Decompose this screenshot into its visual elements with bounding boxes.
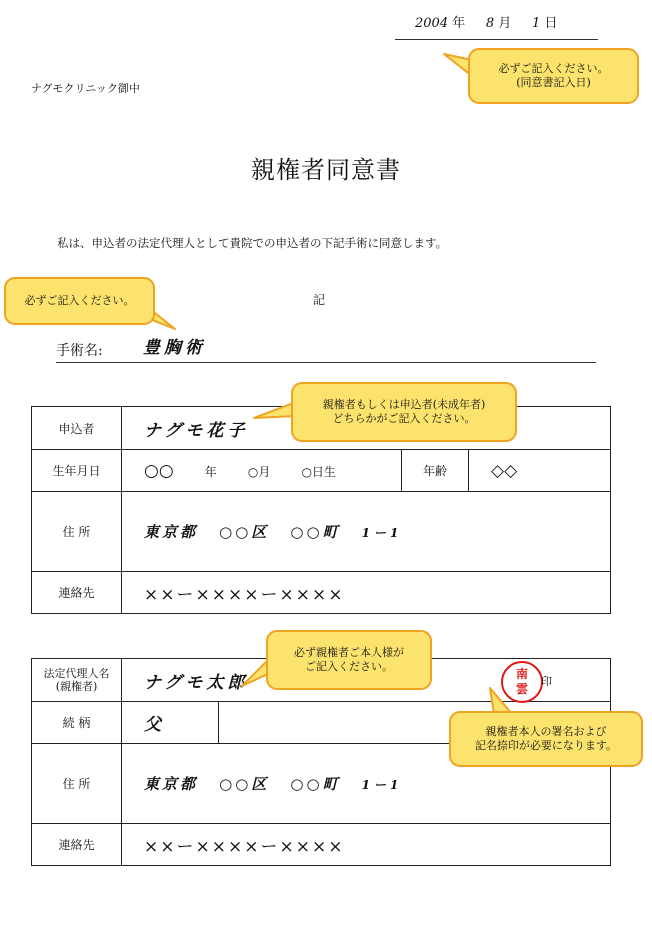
- birth-value[interactable]: [122, 450, 402, 492]
- guardian-address-pref: 東京都: [144, 775, 199, 793]
- date-callout-line2: (同意書記入日): [516, 76, 591, 89]
- date-underline: [395, 39, 598, 40]
- surgery-callout: [4, 277, 155, 325]
- guardian-address-ward: ○○区: [219, 775, 270, 793]
- guardian-name-label-line1: 法定代理人名: [43, 667, 110, 680]
- ki-mark: 記: [313, 293, 326, 307]
- guardian-name-label-line2: (親権者): [55, 680, 98, 693]
- age-label: 年齢: [402, 450, 469, 492]
- birth-label: 生年月日: [32, 450, 122, 492]
- guardian-contact-label: 連絡先: [32, 824, 122, 866]
- guardian-contact-row: [32, 824, 611, 866]
- applicant-address-row: [32, 492, 611, 572]
- surgery-value: 豊胸術: [143, 338, 206, 358]
- consent-statement: 私は、申込者の法定代理人として貴院での申込者の下記手術に同意します。: [57, 236, 448, 250]
- address-town: ○○町: [290, 523, 341, 541]
- applicant-birth-row: [32, 450, 611, 492]
- seal-callout-line1: 親権者本人の署名および: [485, 725, 607, 738]
- guardian-callout-line2: ご記入ください。: [305, 660, 393, 673]
- guardian-name-label: [32, 659, 122, 702]
- seal-top-char: 南: [515, 667, 528, 681]
- guardian-address-town: ○○町: [290, 775, 341, 793]
- guardian-address-label: 住 所: [32, 744, 122, 824]
- applicant-name-value[interactable]: ナグモ花子: [122, 407, 611, 450]
- applicant-address-value[interactable]: [122, 492, 611, 572]
- date-day: 1: [532, 16, 541, 31]
- date-callout: [468, 48, 639, 104]
- guardian-contact-value[interactable]: ××ー××××ー××××: [122, 824, 611, 866]
- date-year-unit: 年: [452, 16, 466, 31]
- applicant-name-label: 申込者: [32, 407, 122, 450]
- date-year: 2004: [415, 16, 449, 31]
- applicant-address-label: 住 所: [32, 492, 122, 572]
- seal-callout-line2: 記名捺印が必要になります。: [474, 739, 618, 752]
- applicant-callout: [291, 382, 517, 442]
- seal-bottom-char: 雲: [515, 682, 528, 696]
- birth-day: ○日生: [301, 464, 336, 479]
- birth-year-unit: 年: [204, 464, 217, 479]
- surgery-underline: [56, 362, 596, 363]
- guardian-callout: [266, 630, 432, 690]
- surgery-callout-text: 必ずご記入ください。: [24, 294, 135, 307]
- age-value[interactable]: ◇◇: [469, 450, 611, 492]
- address-number: 1ー1: [361, 526, 403, 540]
- date-month: 8: [485, 16, 495, 31]
- seal-callout: [449, 711, 643, 767]
- surgery-label: 手術名:: [56, 343, 103, 359]
- relation-value[interactable]: 父: [122, 702, 219, 744]
- birth-year: ○○: [144, 460, 174, 481]
- address-ward: ○○区: [219, 523, 270, 541]
- applicant-callout-line2: どちらかがご記入ください。: [332, 412, 476, 425]
- applicant-callout-line1: 親権者もしくは申込者(未成年者): [322, 398, 486, 411]
- applicant-contact-value[interactable]: ××ー××××ー××××: [122, 572, 611, 614]
- relation-label: 続 柄: [32, 702, 122, 744]
- guardian-callout-line1: 必ず親権者ご本人様が: [294, 646, 404, 659]
- page-title: 親権者同意書: [251, 156, 401, 184]
- date-day-unit: 日: [544, 16, 558, 31]
- addressee: ナグモクリニック御中: [31, 82, 140, 95]
- seal-label: 印: [541, 675, 552, 688]
- guardian-name-value[interactable]: ナグモ太郎: [122, 659, 611, 702]
- applicant-contact-label: 連絡先: [32, 572, 122, 614]
- date-callout-line1: 必ずご記入ください。: [498, 62, 609, 75]
- applicant-contact-row: [32, 572, 611, 614]
- document-date: [415, 12, 557, 31]
- guardian-address-number: 1ー1: [361, 778, 403, 792]
- date-month-unit: 月: [498, 16, 512, 31]
- address-pref: 東京都: [144, 523, 199, 541]
- birth-month: ○月: [247, 464, 271, 479]
